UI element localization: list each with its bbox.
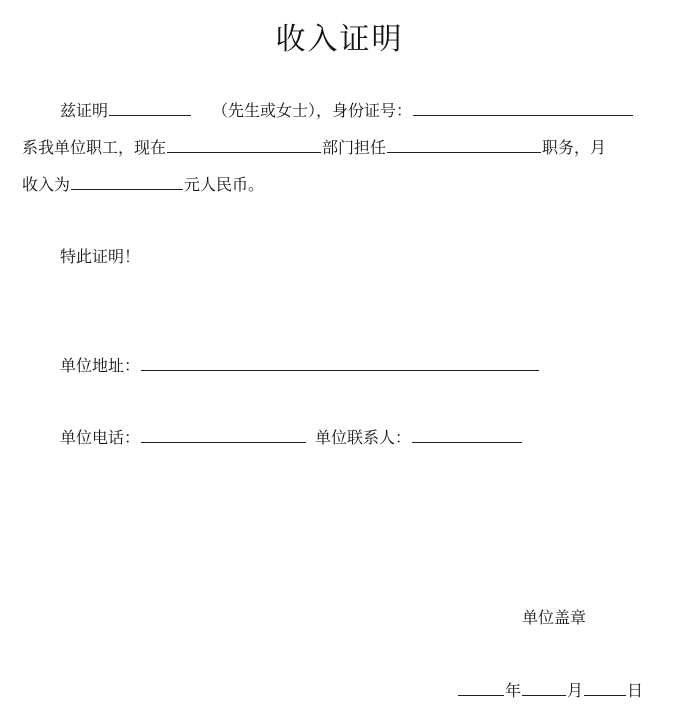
page-title: 收入证明 — [275, 22, 404, 57]
address-label: 单位地址： — [60, 356, 141, 375]
currency-text: 元人民币。 — [184, 175, 265, 194]
position-blank[interactable] — [387, 138, 541, 153]
paragraph-line-3 — [22, 175, 264, 195]
gender-id-text: （先生或女士），身份证号： — [212, 101, 413, 120]
name-blank[interactable] — [109, 101, 191, 116]
closing-text: 特此证明！ — [60, 247, 141, 266]
paragraph-line-2 — [22, 138, 606, 158]
position-text: 职务，月 — [542, 138, 607, 157]
income-text: 收入为 — [22, 175, 71, 194]
day-label: 日 — [627, 681, 644, 700]
date-row — [457, 681, 643, 701]
phone-blank[interactable] — [141, 428, 306, 443]
certify-text: 兹证明 — [60, 101, 109, 120]
phone-label: 单位电话： — [60, 428, 141, 447]
seal-text: 单位盖章 — [522, 608, 587, 627]
address-blank[interactable] — [141, 356, 539, 371]
month-label: 月 — [567, 681, 584, 700]
year-label: 年 — [505, 681, 522, 700]
paragraph-line-1 — [60, 101, 634, 121]
contact-blank[interactable] — [412, 428, 522, 443]
department-text: 部门担任 — [322, 138, 387, 157]
income-blank[interactable] — [71, 175, 183, 190]
department-blank[interactable] — [167, 138, 321, 153]
month-blank[interactable] — [522, 681, 566, 696]
phone-contact-row — [60, 428, 523, 448]
year-blank[interactable] — [458, 681, 504, 696]
day-blank[interactable] — [584, 681, 626, 696]
employee-text: 系我单位职工，现在 — [22, 138, 167, 157]
contact-label: 单位联系人： — [315, 428, 412, 447]
id-number-blank[interactable] — [413, 101, 633, 116]
address-row — [60, 356, 540, 376]
